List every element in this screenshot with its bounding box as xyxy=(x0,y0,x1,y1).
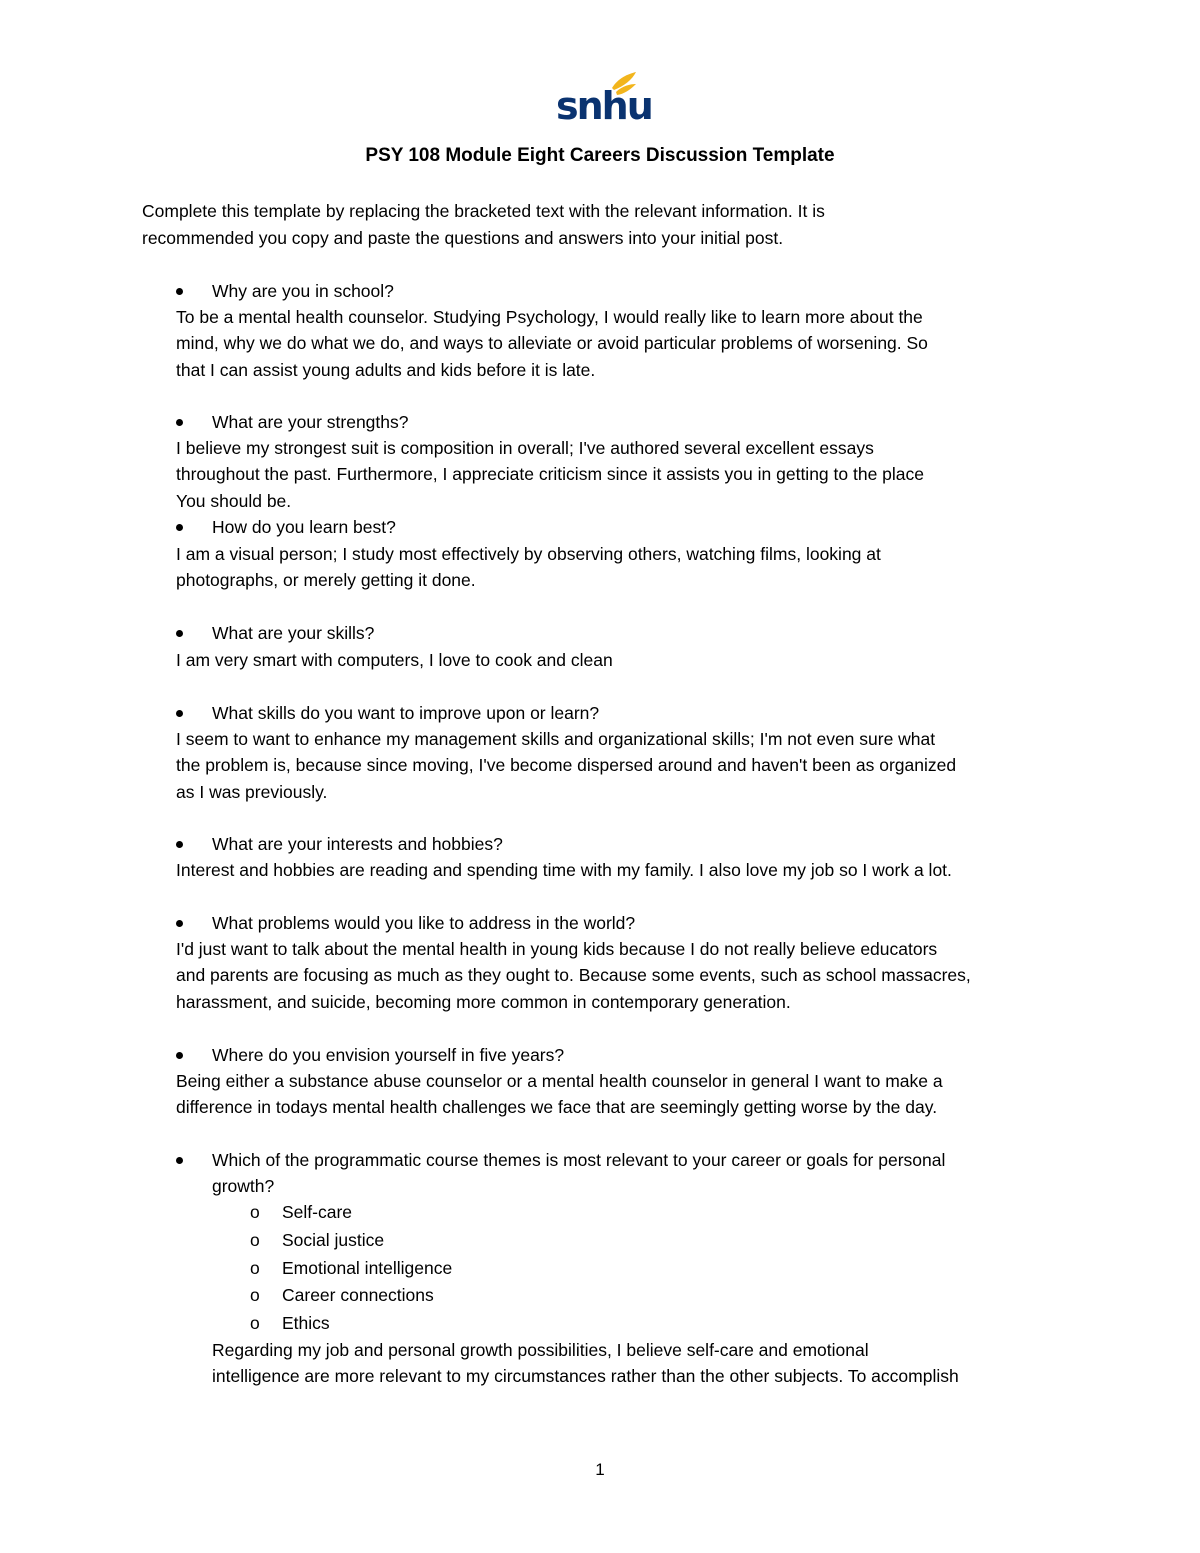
answer-line: and parents are focusing as much as they ought to. Because some events, such as school massacres, xyxy=(176,965,971,986)
sub-bullet-icon: o xyxy=(250,1258,260,1278)
answer-text xyxy=(176,726,1066,805)
answer-text xyxy=(176,857,1066,883)
question-line: growth? xyxy=(212,1176,275,1197)
logo-wordmark: snhu xyxy=(556,84,652,128)
question-text: What skills do you want to improve upon or learn? xyxy=(212,703,600,723)
question-text: What are your strengths? xyxy=(212,412,409,432)
sub-bullet-icon: o xyxy=(250,1313,260,1333)
question-text: What problems would you like to address in the world? xyxy=(212,913,636,933)
answer-text xyxy=(176,1068,1066,1121)
answer-line: intelligence are more relevant to my circumstances rather than the other subjects. To accomplish xyxy=(212,1366,959,1387)
sub-bullet-icon: o xyxy=(250,1285,260,1305)
theme-option-label: Career connections xyxy=(282,1285,434,1305)
page-number: 1 xyxy=(595,1460,605,1479)
answer-line: Interest and hobbies are reading and spending time with my family. I also love my job so I work a lot. xyxy=(176,860,952,880)
answer-line: I believe my strongest suit is composition in overall; I've authored several excellent essays xyxy=(176,438,874,458)
question-text: What are your skills? xyxy=(212,623,375,643)
sub-bullet-icon: o xyxy=(250,1230,260,1250)
question-text: What are your interests and hobbies? xyxy=(212,834,503,854)
answer-line: the problem is, because since moving, I've become dispersed around and haven't been as organized xyxy=(176,755,957,776)
theme-option-label: Emotional intelligence xyxy=(282,1258,453,1278)
answer-line: Being either a substance abuse counselor or a mental health counselor in general I want to make a xyxy=(176,1071,943,1091)
answer-text xyxy=(176,647,1066,673)
theme-option-label: Ethics xyxy=(282,1313,330,1333)
answer-line: that I can assist young adults and kids before it is late. xyxy=(176,359,596,380)
answer-line: throughout the past. Furthermore, I appreciate criticism since it assists you in getting to the place xyxy=(176,464,925,485)
intro-line: Complete this template by replacing the bracketed text with the relevant information. It is xyxy=(142,201,825,221)
intro-line: recommended you copy and paste the questions and answers into your initial post. xyxy=(142,228,784,248)
question-text: Where do you envision yourself in five years? xyxy=(212,1045,565,1065)
answer-text xyxy=(176,936,1066,1015)
answer-line: mind, why we do what we do, and ways to alleviate or avoid particular problems of worsening. So xyxy=(176,333,928,354)
theme-option-label: Self-care xyxy=(282,1202,353,1222)
answer-line: I am very smart with computers, I love to cook and clean xyxy=(176,650,613,670)
answer-text xyxy=(176,304,1066,383)
theme-option-label: Social justice xyxy=(282,1230,385,1250)
answer-line: Regarding my job and personal growth possibilities, I believe self-care and emotional xyxy=(212,1340,869,1360)
answer-line: I'd just want to talk about the mental health in young kids because I do not really believe educators xyxy=(176,939,938,959)
answer-line: photographs, or merely getting it done. xyxy=(176,570,476,591)
answer-text xyxy=(176,541,1066,594)
answer-line: I am a visual person; I study most effectively by observing others, watching films, looking at xyxy=(176,544,881,564)
themes-question-text xyxy=(212,1147,1062,1200)
question-text: How do you learn best? xyxy=(212,517,396,537)
question-text: Why are you in school? xyxy=(212,281,394,301)
answer-line: difference in todays mental health challenges we face that are seemingly getting worse by the day. xyxy=(176,1097,938,1118)
question-line: Which of the programmatic course themes is most relevant to your career or goals for personal xyxy=(212,1150,946,1170)
answer-text xyxy=(176,435,1066,514)
page-title: PSY 108 Module Eight Careers Discussion Template xyxy=(365,145,835,166)
answer-line: I seem to want to enhance my management skills and organizational skills; I'm not even sure what xyxy=(176,729,936,749)
answer-line: You should be. xyxy=(176,490,292,511)
answer-line: harassment, and suicide, becoming more common in contemporary generation. xyxy=(176,991,791,1012)
intro-paragraph xyxy=(142,198,1062,252)
answer-line: as I was previously. xyxy=(176,781,328,802)
answer-line: To be a mental health counselor. Studying Psychology, I would really like to learn more about the xyxy=(176,307,923,327)
sub-bullet-icon: o xyxy=(250,1202,260,1222)
themes-answer-text xyxy=(212,1337,1062,1390)
